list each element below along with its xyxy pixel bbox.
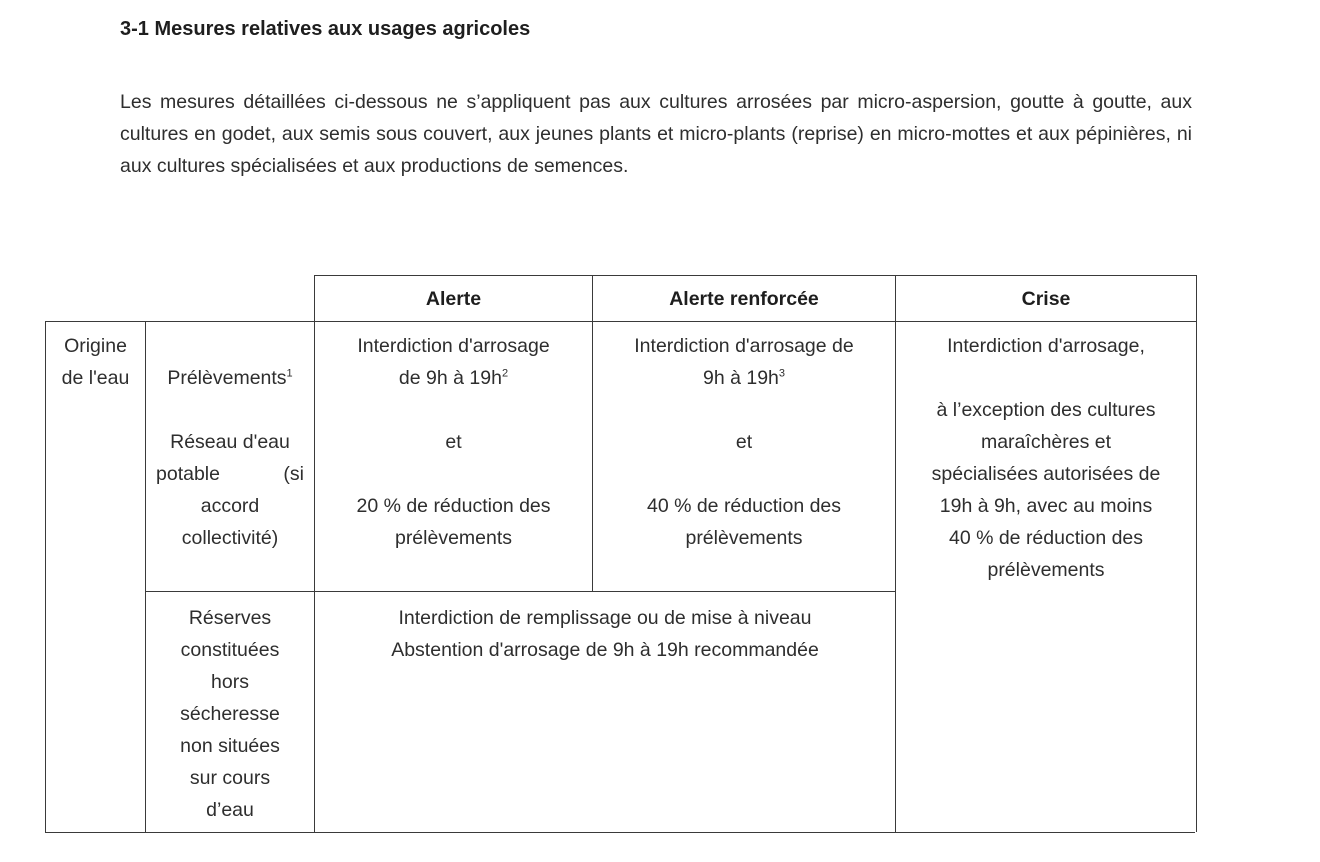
alerte-line2-text: de 9h à 19h	[398, 367, 502, 389]
table-top-border	[314, 275, 1197, 276]
renforcee-connector: et	[735, 431, 753, 453]
crise-line1: Interdiction d'arrosage,	[947, 335, 1145, 357]
renforcee-line2-text: 9h à 19h	[702, 367, 779, 389]
crise-line7: prélèvements	[987, 559, 1105, 581]
renforcee-spacer	[593, 394, 895, 426]
reseau-line2-left: potable	[156, 463, 220, 485]
crise-spacer	[896, 362, 1196, 394]
alerte-line1: Interdiction d'arrosage	[357, 335, 550, 357]
renforcee-spacer-2	[593, 458, 895, 490]
row-label-prelevements	[146, 362, 314, 394]
origin-label-line1: Origine	[64, 335, 127, 357]
intro-paragraph: Les mesures détaillées ci-dessous ne s’appliquent pas aux cultures arrosées par micro-aspersion, goutte à goutte, aux cultures en godet, aux semis sous couvert, aux jeunes plants et micro-plants (reprise) en micro-mottes et aux pépinières, ni aux cultures spécialisées et aux productions de semences.	[120, 91, 1192, 177]
row-label-reseau	[156, 426, 304, 554]
alerte-spacer-2	[315, 458, 592, 490]
reserves-line7: d’eau	[206, 799, 254, 821]
table-left-border	[45, 321, 46, 833]
origin-label	[46, 330, 145, 394]
alerte-line3: 20 % de réduction des	[356, 495, 551, 517]
header-bottom-border	[45, 321, 1197, 322]
crise-line3: maraîchères et	[980, 431, 1112, 453]
section-heading: 3-1 Mesures relatives aux usages agricoles	[120, 18, 531, 40]
table-right-border	[1196, 275, 1197, 832]
crise-line6: 40 % de réduction des	[948, 527, 1144, 549]
row2-measures-cell	[315, 602, 895, 666]
renforcee-line4: prélèvements	[685, 527, 803, 549]
crise-line4: spécialisées autorisées de	[931, 463, 1161, 485]
crise-line5: 19h à 9h, avec au moins	[939, 495, 1153, 517]
reserves-line1: Réserves	[188, 607, 272, 629]
crise-line2: à l’exception des cultures	[936, 399, 1156, 421]
header-alerte: Alerte	[425, 288, 482, 310]
crise-cell	[896, 330, 1196, 586]
renforcee-line3: 40 % de réduction des	[646, 495, 842, 517]
row1-alerte-cell	[315, 330, 592, 554]
prelevements-title	[146, 362, 314, 394]
measures-line1: Interdiction de remplissage ou de mise à niveau	[398, 607, 812, 629]
row1-bottom-border	[145, 591, 895, 592]
row-label-reserves	[146, 602, 314, 826]
alerte-connector: et	[445, 431, 462, 453]
reseau-line4: collectivité)	[181, 527, 279, 549]
header-alerte-renforcee: Alerte renforcée	[669, 288, 819, 310]
reserves-line6: sur cours	[189, 767, 271, 789]
reserves-line3: hors	[211, 671, 249, 693]
renforcee-line1: Interdiction d'arrosage de	[634, 335, 854, 357]
reseau-line2	[156, 458, 304, 490]
measures-line2: Abstention d'arrosage de 9h à 19h recommandée	[391, 639, 819, 661]
reseau-line2-right: (si	[283, 463, 304, 485]
alerte-spacer	[315, 394, 592, 426]
reserves-line2: constituées	[180, 639, 280, 661]
reserves-line4: sécheresse	[180, 703, 280, 725]
header-crise: Crise	[1021, 288, 1071, 310]
alerte-line2	[315, 362, 592, 394]
reseau-line3: accord	[200, 495, 260, 517]
origin-label-line2: de l'eau	[61, 367, 130, 389]
footnote-2: 2	[501, 367, 509, 380]
renforcee-line2	[593, 362, 895, 394]
table-bottom-border	[45, 832, 1195, 833]
footnote-1: 1	[286, 367, 293, 380]
alerte-line4: prélèvements	[394, 527, 513, 549]
prelevements-title-text: Prélèvements	[167, 367, 287, 389]
footnote-3: 3	[778, 367, 786, 380]
row1-alerte-renforcee-cell	[593, 330, 895, 554]
reserves-line5: non situées	[180, 735, 280, 757]
reseau-line1: Réseau d'eau	[170, 431, 290, 453]
